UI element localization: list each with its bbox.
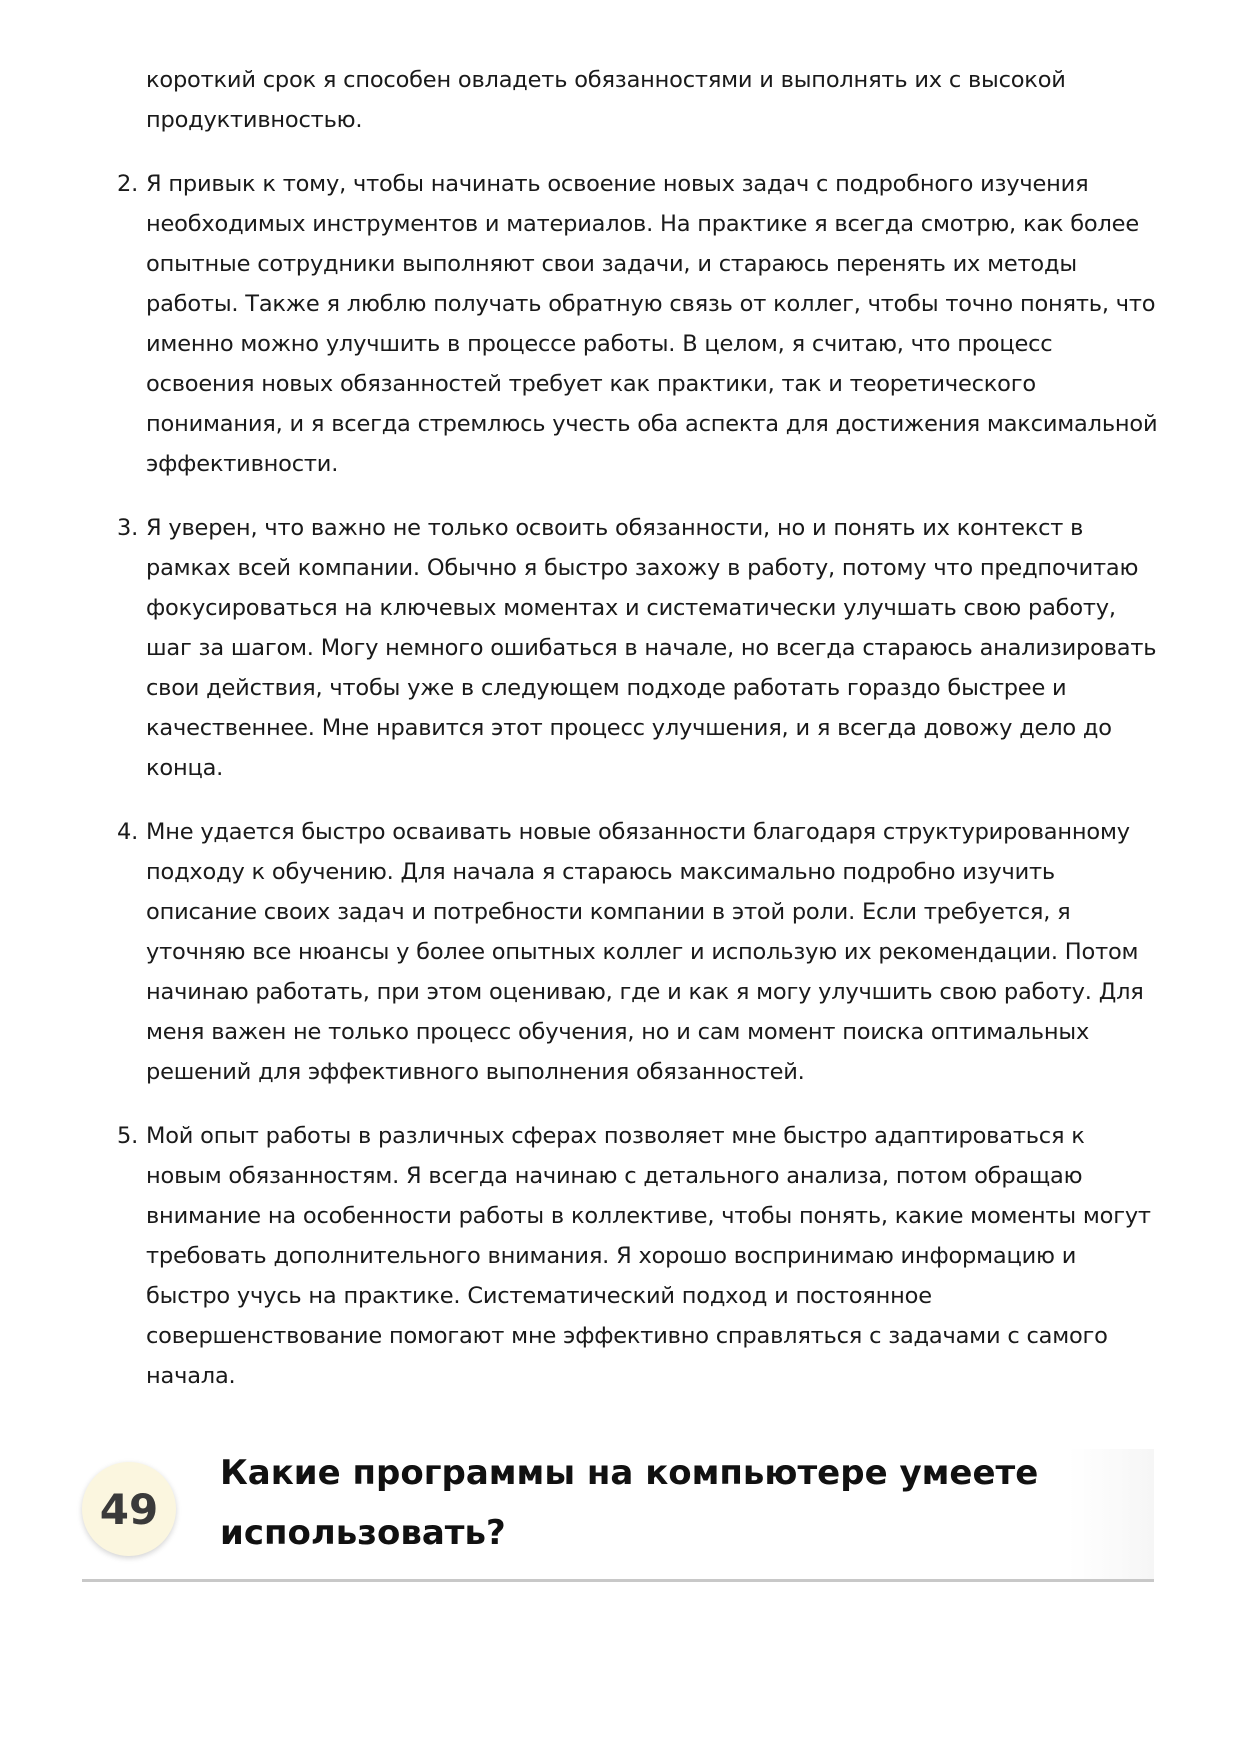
question-number-badge: 49 <box>82 1462 176 1556</box>
question-title: Какие программы на компьютере умеете использовать? <box>220 1453 1039 1553</box>
list-item <box>117 508 1167 788</box>
list-item-text: Мой опыт работы в различных сферах позволяет мне быстро адаптироваться к новым обязанностям. Я всегда начинаю с детального анализа, потом обращаю внимание на особенности работы в коллективе, чтобы понять, какие моменты могут требовать дополнительного внимания. Я хорошо воспринимаю информацию и быстро учусь на практике. Систематический подход и постоянное совершенствование помогают мне эффективно справляться с задачами с самого начала. <box>146 1123 1151 1389</box>
list-item-number: 2. <box>117 171 139 197</box>
list-item-text: Я привык к тому, чтобы начинать освоение новых задач с подробного изучения необходимых инструментов и материалов. На практике я всегда смотрю, как более опытные сотрудники выполняют свои задачи, и стараюсь перенять их методы работы. Также я люблю получать обратную связь от коллег, чтобы точно понять, что именно можно улучшить в процессе работы. В целом, я считаю, что процесс освоения новых обязанностей требует как практики, так и теоретического понимания, и я всегда стремлюсь учесть оба аспекта для достижения максимальной эффективности. <box>146 171 1158 477</box>
list-item <box>117 812 1167 1092</box>
list-item-number: 5. <box>117 1123 139 1149</box>
list-item-text: Я уверен, что важно не только освоить обязанности, но и понять их контекст в рамках всей компании. Обычно я быстро захожу в работу, потому что предпочитаю фокусироваться на ключевых моментах и систематически улучшать свою работу, шаг за шагом. Могу немного ошибаться в начале, но всегда стараюсь анализировать свои действия, чтобы уже в следующем подходе работать гораздо быстрее и качественнее. Мне нравится этот процесс улучшения, и я всегда довожу дело до конца. <box>146 515 1157 781</box>
list-item-text: Мне удается быстро осваивать новые обязанности благодаря структурированному подходу к обучению. Для начала я стараюсь максимально подробно изучить описание своих задач и потребности компании в этой роли. Если требуется, я уточняю все нюансы у более опытных коллег и использую их рекомендации. Потом начинаю работать, при этом оцениваю, где и как я могу улучшить свою работу. Для меня важен не только процесс обучения, но и сам момент поиска оптимальных решений для эффективного выполнения обязанностей. <box>146 819 1144 1085</box>
intro-continuation: короткий срок я способен овладеть обязанностями и выполнять их с высокой продуктивностью. <box>146 67 1066 133</box>
list-item <box>117 1116 1167 1396</box>
list-item <box>117 164 1167 484</box>
list-item-number: 4. <box>117 819 139 845</box>
answer-list <box>117 60 1167 1396</box>
list-item-number: 3. <box>117 515 139 541</box>
question-header <box>82 1449 1154 1581</box>
